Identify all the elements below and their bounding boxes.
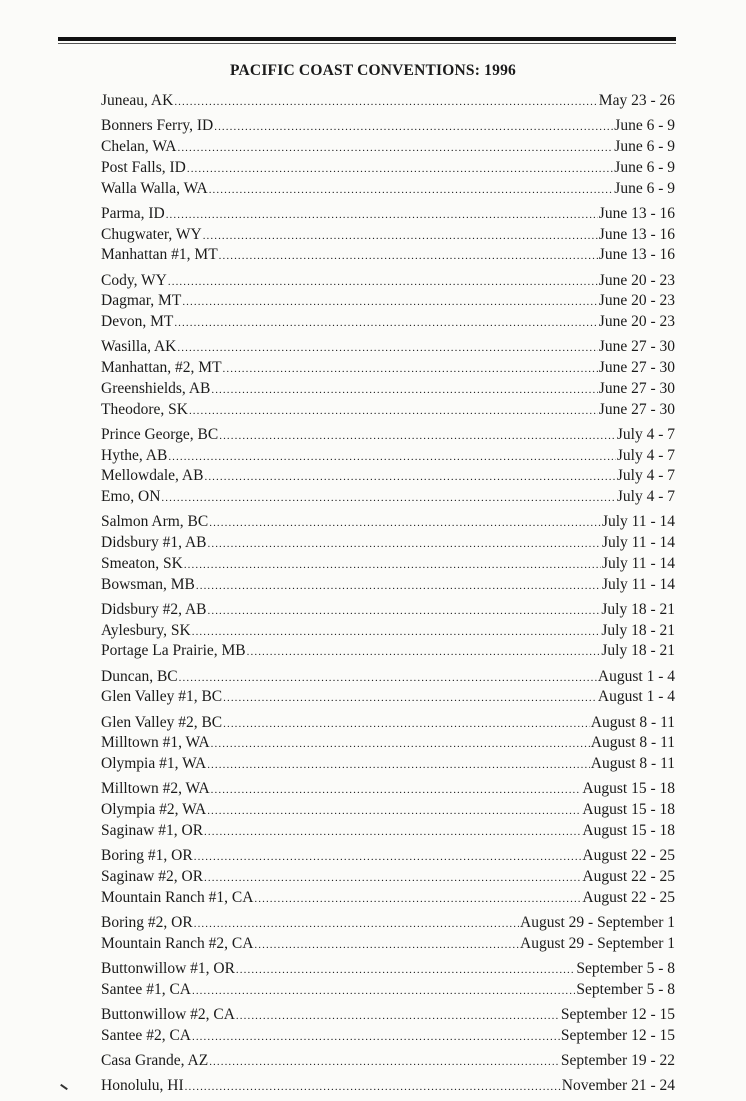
convention-group [101,959,675,1001]
convention-row [101,980,675,1001]
convention-row [101,466,675,487]
convention-location: Honolulu, HI [101,1077,184,1094]
dot-leader [161,488,615,509]
convention-date: June 13 - 16 [598,246,675,264]
convention-row [101,1026,675,1047]
convention-group [101,512,675,595]
top-rule-thin [58,43,676,44]
dot-leader [192,981,575,1002]
dot-leader [196,576,601,597]
dot-leader [247,642,601,663]
convention-location: Saginaw #1, OR [101,821,204,839]
convention-group [101,667,675,709]
convention-date: August 15 - 18 [582,780,675,798]
dot-leader [209,513,601,534]
dot-leader [192,1027,560,1048]
convention-row [101,358,675,379]
convention-location: Glen Valley #2, BC [101,713,223,731]
convention-location: Theodore, SK [101,400,188,418]
convention-location: Salmon Arm, BC [101,513,209,531]
convention-row [101,1005,675,1026]
dot-leader [168,272,598,293]
convention-location: Hythe, AB [101,446,168,464]
convention-date: June 27 - 30 [598,379,675,397]
dot-leader [223,714,590,735]
dot-leader [219,246,598,267]
convention-location: Milltown #2, WA [101,780,210,798]
convention-location: Santee #2, CA [101,1026,191,1044]
dot-leader [223,688,597,709]
convention-date: August 8 - 11 [590,713,675,731]
convention-date: June 20 - 23 [598,292,675,310]
convention-location: Greenshields, AB [101,379,211,397]
convention-row [101,91,675,112]
convention-group [101,425,675,508]
convention-row [101,779,675,800]
convention-date: June 27 - 30 [598,338,675,356]
convention-location: Mountain Ranch #1, CA [101,888,254,906]
convention-date: August 1 - 4 [597,688,675,706]
convention-date: July 18 - 21 [601,621,675,639]
convention-row [101,446,675,467]
convention-date: June 13 - 16 [598,204,675,222]
dot-leader [254,935,519,956]
dot-leader [174,92,597,113]
convention-location: Smeaton, SK [101,554,183,572]
convention-row [101,379,675,400]
convention-location: Boring #1, OR [101,847,193,864]
convention-date: August 8 - 11 [590,734,675,752]
convention-row [101,687,675,708]
convention-date: May 23 - 26 [598,92,675,109]
dot-leader [204,822,581,843]
convention-date: June 27 - 30 [598,359,675,376]
convention-group [101,846,675,908]
convention-group [101,204,675,266]
convention-location: Chugwater, WY [101,225,202,243]
convention-group [101,779,675,841]
dot-leader [177,338,597,359]
convention-row [101,800,675,821]
convention-location: Cody, WY [101,271,167,289]
dot-leader [194,847,582,868]
convention-date: August 29 - September 1 [520,913,675,931]
convention-location: Santee #1, CA [101,980,191,998]
convention-location: Dagmar, MT [101,292,182,310]
convention-date: August 22 - 25 [582,888,675,906]
page-title: PACIFIC COAST CONVENTIONS: 1996 [230,62,516,79]
convention-date: June 20 - 23 [598,313,675,330]
convention-row [101,512,675,533]
convention-date: July 11 - 14 [601,554,675,572]
convention-date: September 5 - 8 [576,959,675,977]
convention-location: Juneau, AK [101,92,174,109]
convention-date: June 6 - 9 [614,179,675,197]
convention-row [101,888,675,909]
convention-row [101,312,675,333]
convention-row [101,600,675,621]
dot-leader [204,868,581,889]
convention-location: Manhattan #1, MT [101,246,218,264]
dot-leader [184,555,601,576]
convention-location: Chelan, WA [101,138,177,155]
convention-date: June 20 - 23 [598,271,675,289]
convention-group [101,913,675,955]
convention-date: September 19 - 22 [560,1051,675,1069]
convention-location: Mountain Ranch #2, CA [101,934,254,952]
convention-row [101,621,675,642]
convention-date: August 22 - 25 [582,867,675,885]
dot-leader [236,960,576,981]
dot-leader [211,734,590,755]
convention-group [101,91,675,112]
convention-date: November 21 - 24 [561,1077,675,1094]
convention-location: Mellowdale, AB [101,467,204,485]
convention-row [101,1051,675,1072]
convention-row [101,179,675,200]
convention-row [101,913,675,934]
convention-date: July 4 - 7 [616,446,675,464]
convention-row [101,575,675,596]
dot-leader [211,380,597,401]
convention-group [101,713,675,775]
dot-leader [223,359,598,380]
convention-date: August 29 - September 1 [520,934,675,952]
dot-leader [208,534,601,555]
convention-location: Saginaw #2, OR [101,867,204,885]
convention-date: September 12 - 15 [560,1005,675,1023]
convention-location: Bowsman, MB [101,575,195,593]
convention-row [101,271,675,292]
convention-location: Buttonwillow #1, OR [101,959,235,977]
convention-group [101,271,675,333]
convention-date: June 6 - 9 [614,138,675,155]
convention-row [101,821,675,842]
dot-leader [207,801,581,822]
convention-date: August 15 - 18 [582,821,675,839]
dot-leader [192,622,601,643]
convention-row [101,867,675,888]
convention-list [101,91,675,1101]
convention-row [101,158,675,179]
convention-row [101,245,675,266]
convention-row [101,554,675,575]
convention-row [101,713,675,734]
convention-location: Portage La Prairie, MB [101,642,246,660]
convention-row [101,846,675,867]
convention-date: September 5 - 8 [576,980,675,998]
convention-location: Walla Walla, WA [101,179,208,197]
convention-location: Manhattan, #2, MT [101,359,222,376]
convention-location: Post Falls, ID [101,158,186,176]
convention-group [101,1051,675,1072]
convention-date: July 4 - 7 [616,425,675,443]
convention-location: Didsbury #2, AB [101,600,207,618]
dot-leader [189,401,598,422]
convention-date: June 6 - 9 [614,158,675,176]
dot-leader [254,889,581,910]
convention-date: June 13 - 16 [598,225,675,243]
dot-leader [179,668,597,689]
convention-row [101,959,675,980]
dot-leader [208,601,601,622]
convention-location: Milltown #1, WA [101,734,210,752]
dot-leader [204,467,615,488]
convention-location: Emo, ON [101,488,161,505]
convention-date: August 22 - 25 [582,847,675,864]
convention-date: July 11 - 14 [601,575,675,593]
convention-row [101,137,675,158]
convention-row [101,425,675,446]
convention-date: August 8 - 11 [590,755,675,772]
convention-location: Wasilla, AK [101,338,177,356]
convention-date: July 18 - 21 [601,642,675,660]
convention-date: August 15 - 18 [582,801,675,818]
convention-date: June 27 - 30 [598,400,675,418]
convention-date: August 1 - 4 [597,667,675,685]
convention-location: Boring #2, OR [101,913,193,931]
convention-location: Bonners Ferry, ID [101,117,214,135]
convention-row [101,533,675,554]
convention-group [101,116,675,199]
dot-leader [236,1006,560,1027]
convention-date: July 18 - 21 [601,600,675,618]
dot-leader [182,292,597,313]
dot-leader [209,1052,560,1073]
convention-location: Devon, MT [101,313,174,330]
convention-date: June 6 - 9 [614,117,675,135]
dot-leader [203,226,598,247]
convention-location: Aylesbury, SK [101,621,191,639]
dot-leader [168,447,616,468]
convention-date: September 12 - 15 [560,1026,675,1044]
convention-row [101,1076,675,1097]
top-rule-thick [58,37,676,41]
convention-row [101,337,675,358]
convention-location: Glen Valley #1, BC [101,688,223,706]
convention-date: July 4 - 7 [616,488,675,505]
convention-row [101,225,675,246]
convention-location: Parma, ID [101,204,165,222]
convention-row [101,116,675,137]
convention-row [101,291,675,312]
convention-row [101,934,675,955]
convention-date: July 11 - 14 [601,513,675,531]
convention-row [101,400,675,421]
dot-leader [207,755,590,776]
convention-row [101,733,675,754]
dot-leader [174,313,597,334]
convention-date: July 11 - 14 [601,534,675,551]
convention-row [101,754,675,775]
dot-leader [211,780,582,801]
convention-group [101,337,675,420]
convention-group [101,600,675,662]
convention-location: Olympia #1, WA [101,755,207,772]
dot-leader [166,205,598,226]
convention-row [101,641,675,662]
dot-leader [185,1077,561,1098]
convention-location: Buttonwillow #2, CA [101,1005,235,1023]
dot-leader [209,180,614,201]
convention-row [101,667,675,688]
dot-leader [177,138,613,159]
convention-location: Didsbury #1, AB [101,534,207,551]
convention-location: Olympia #2, WA [101,801,207,818]
scan-mark [60,1084,68,1090]
convention-location: Duncan, BC [101,667,178,685]
convention-date: July 4 - 7 [616,467,675,485]
dot-leader [214,117,613,138]
dot-leader [194,914,519,935]
convention-row [101,204,675,225]
dot-leader [187,159,613,180]
dot-leader [219,426,616,447]
convention-location: Casa Grande, AZ [101,1051,209,1069]
convention-location: Prince George, BC [101,425,219,443]
convention-group [101,1076,675,1097]
convention-row [101,487,675,508]
convention-group [101,1005,675,1047]
